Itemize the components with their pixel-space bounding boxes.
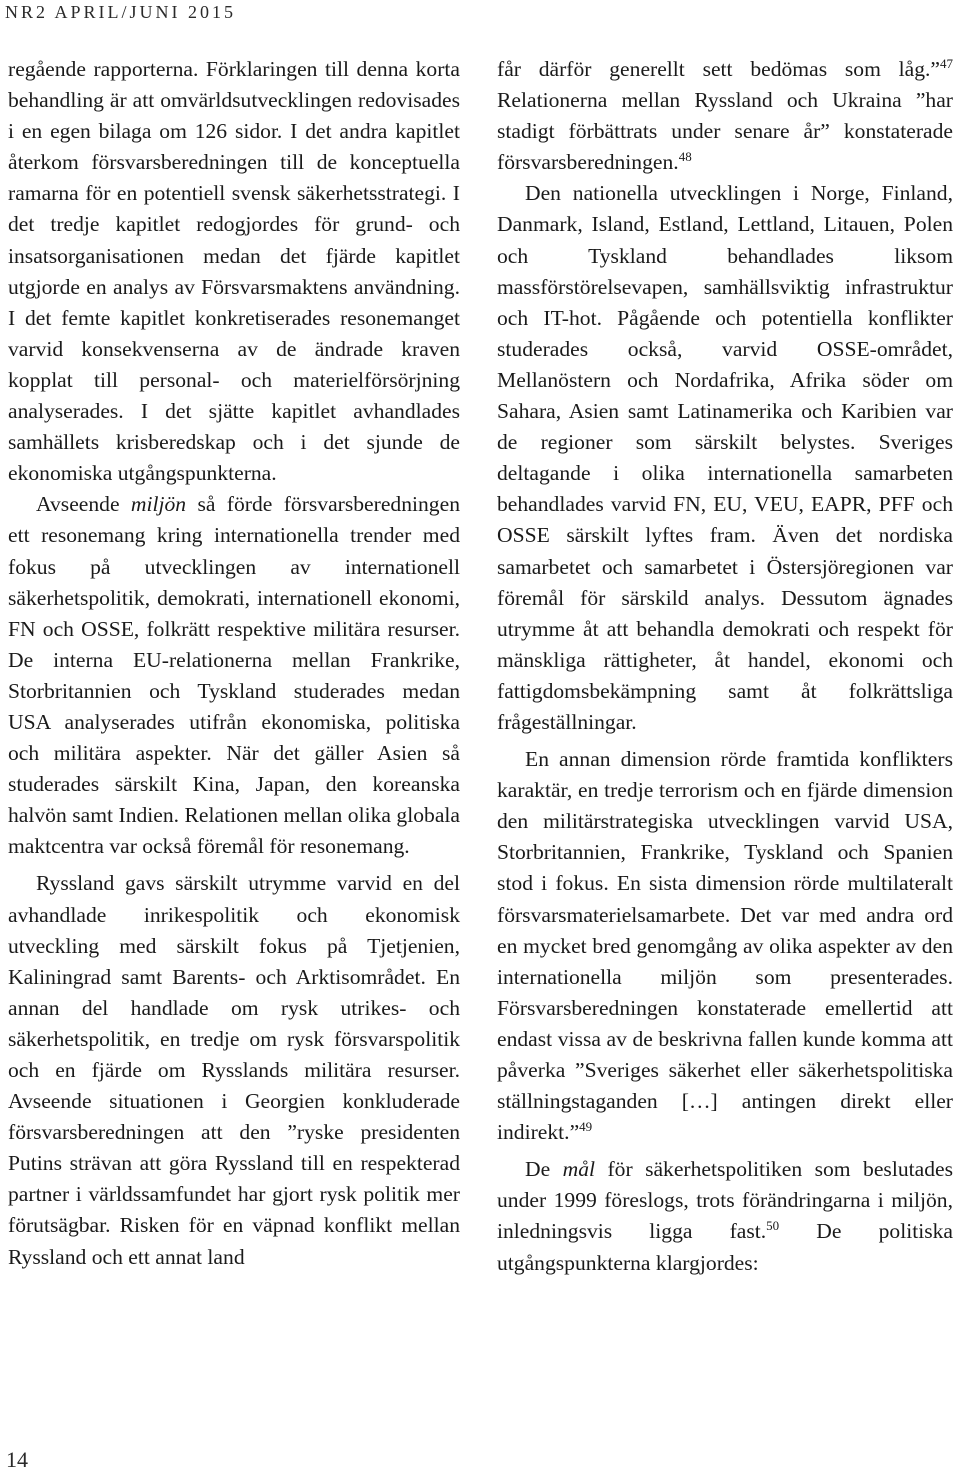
footnote-ref-47: 47 [940, 55, 953, 71]
right-paragraph-3-body: En annan dimension rörde framtida konflikters karaktär, en tredje terrorism och en fjärde dimension den militärstrategiska utvecklingen varvid USA, Storbritannien, Frankrike, Tyskland och Spanien stod i fokus. En sista dimension rörde multilateralt försvarsmaterielsamarbete. Det var med andra ord en mycket bred genomgång av olika aspekter av den internationella miljön som presenterades. Försvarsberedningen konstaterade emellertid att endast vissa av de beskrivna fallen kunde komma att påverka ”Sveriges säkerhet eller säkerhetspolitiska ställningstaganden […] antingen direkt eller indirekt.” [497, 747, 953, 1145]
right-paragraph-4-end: De politiska utgångspunkterna klargjordes: [497, 1219, 953, 1275]
right-paragraph-3 [497, 744, 953, 1148]
left-paragraph-2-body: så förde försvarsberedningen ett resonemang kring internationella trender med fokus på utvecklingen av internationell säkerhetspolitik, demokrati, internationell ekonomi, FN och OSSE, folkrätt respektive militära resurser. De interna EU-relationerna mellan Frankrike, Storbritannien och Tyskland studerades medan USA analyserades utifrån ekonomiska, politiska och militära aspekter. När det gäller Asien så studerades särskilt Kina, Japan, den koreanska halvön samt Indien. Relationen mellan olika globala maktcentra var också föremål för resonemang. [8, 492, 460, 859]
left-column [8, 54, 460, 1273]
left-paragraph-2-lead: Avseende [36, 492, 120, 517]
footnote-ref-50: 50 [766, 1218, 780, 1234]
right-paragraph-1-b: Relationerna mellan Ryssland och Ukraina ”har stadigt förbättrats under senare år” konstaterade försvarsberedningen. [497, 88, 953, 175]
footnote-ref-49: 49 [579, 1119, 593, 1134]
right-paragraph-4 [497, 1154, 953, 1278]
right-paragraph-4-lead: De [525, 1157, 551, 1182]
page-number: 14 [6, 1447, 28, 1472]
emphasis-mal: mål [562, 1157, 596, 1182]
footnote-ref-48: 48 [678, 149, 692, 165]
right-paragraph-1 [497, 54, 953, 178]
right-paragraph-1-a: får därför generellt sett bedömas som låg.” [497, 57, 940, 81]
right-paragraph-2: Den nationella utvecklingen i Norge, Finland, Danmark, Island, Estland, Lettland, Litauen, Polen och Tyskland behandlades liksom massförstörelsevapen, samhällsviktig infrastruktur och IT-hot. Pågående och potentiella konflikter studerades också, varvid OSSE-området, Mellanöstern och Nordafrika, Afrika söder om Sahara, Asien samt Latinamerika och Karibien var de regioner som särskilt belystes. Sveriges deltagande i olika internationella samarbeten behandlades varvid FN, EU, VEU, EAPR, PFF och OSSE särskilt lyftes fram. Även det nordiska samarbetet och samarbetet i Östersjöregionen var föremål för särskild analys. Dessutom ägnades utrymme åt att behandla demokrati och respekt för mänskliga rättigheter, åt handel, ekonomi och fattigdomsbekämpning samt åt folkrättsliga frågeställningar. [497, 181, 953, 734]
left-paragraph-2 [8, 489, 460, 862]
left-paragraph-1: regående rapporterna. Förklaringen till denna korta behandling är att omvärldsutvecklingen redovisades i en egen bilaga om 126 sidor. I det andra kapitlet återkom försvarsberedningen till de konceptuella ramarna för en potentiell svensk säkerhetsstrategi. I det tredje kapitlet redogjordes för grund- och insatsorganisationen medan det fjärde kapitlet utgjorde en analys av Försvarsmaktens användning. I det femte kapitlet konkretiserades resonemanget varvid konsekvenserna av de ändrade kraven kopplat till personal- och materielförsörjning analyserades. I det sjätte kapitlet avhandlades samhällets krisberedskap och i det sjunde de ekonomiska utgångspunkterna. [8, 57, 460, 486]
right-paragraph-4-body: för säkerhetspolitiken som beslutades under 1999 föreslogs, trots förändringarna i miljön, inledningsvis ligga fast. [497, 1157, 953, 1244]
right-column [497, 54, 953, 1279]
emphasis-miljon: miljön [130, 492, 187, 517]
left-paragraph-3: Ryssland gavs särskilt utrymme varvid en del avhandlade inrikespolitik och ekonomisk utveckling med särskilt fokus på Tjetjenien, Kaliningrad samt Barents- och Arktisområdet. En annan del handlade om rysk utrikes- och säkerhetspolitik, en tredje om rysk försvarspolitik och en fjärde om Rysslands militära resurser. Avseende situationen i Georgien konkluderade försvarsberedningen att den ”ryske presidenten Putins strävan att göra Ryssland till en respekterad partner i världssamfundet har gjort rysk politik mer förutsägbar. Risken för en väpnad konflikt mellan Ryssland och ett annat land [8, 871, 460, 1269]
running-header: NR2 APRIL/JUNI 2015 [5, 2, 237, 22]
